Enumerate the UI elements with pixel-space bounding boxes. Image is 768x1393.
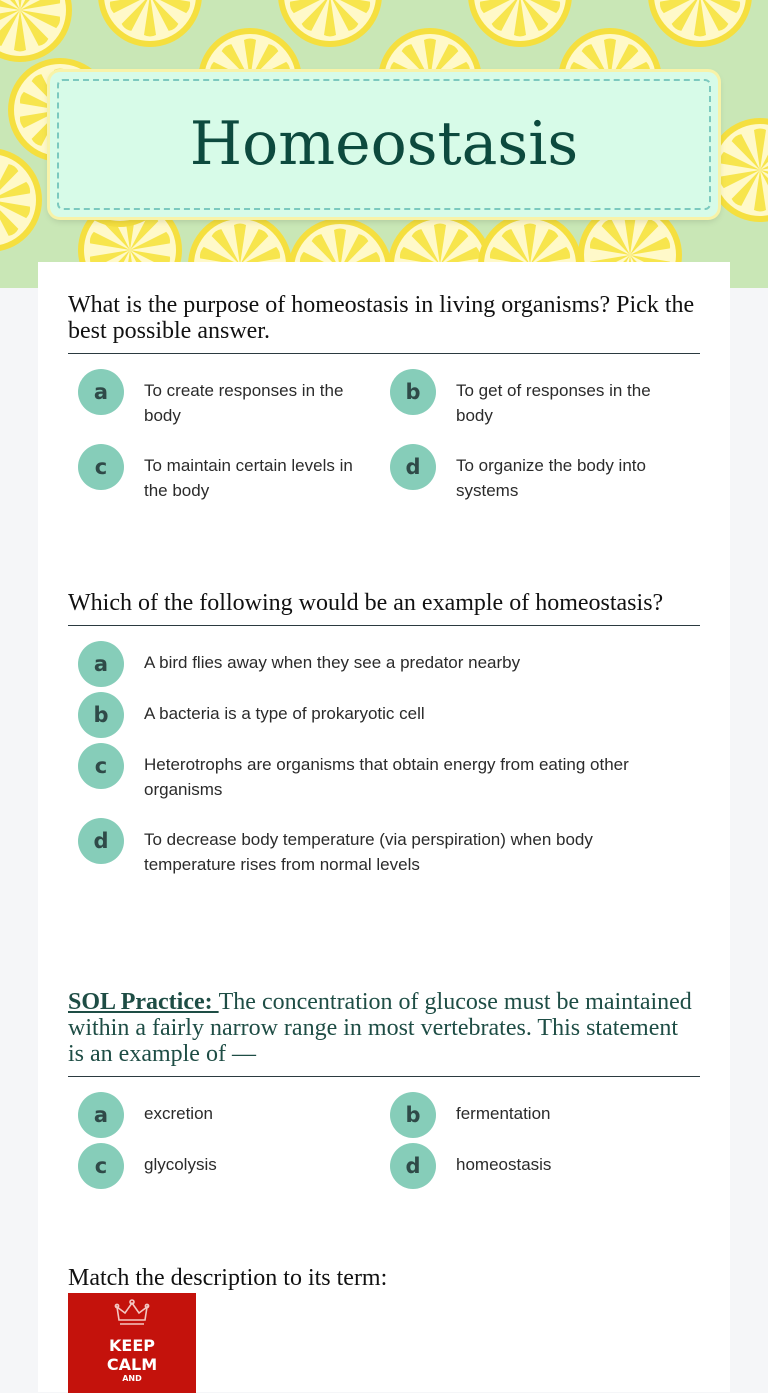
option-3d-text: homeostasis [456, 1155, 552, 1174]
question-1-text: What is the purpose of homeostasis in living organisms? Pick the best possible answer. [68, 292, 700, 354]
option-letter-c: c [78, 1143, 124, 1189]
option-1a-text: To create responses in the body [144, 381, 344, 425]
option-2b-text: A bacteria is a type of prokaryotic cell [144, 704, 425, 723]
question-2 [68, 590, 700, 881]
option-3c-text: glycolysis [144, 1155, 217, 1174]
option-letter-b: b [390, 1092, 436, 1138]
option-letter-a: a [78, 641, 124, 687]
page-title: Homeostasis [189, 109, 579, 179]
match-title: Match the description to its term: [68, 1265, 388, 1291]
question-3 [68, 989, 700, 1192]
option-letter-b: b [78, 692, 124, 738]
option-letter-d: d [390, 1143, 436, 1189]
sol-practice-label: SOL Practice: [68, 989, 219, 1015]
worksheet [38, 262, 730, 1392]
option-3a-text: excretion [144, 1104, 213, 1123]
option-1b-text: To get of responses in the body [456, 381, 651, 425]
poster-line-calm: CALM [106, 1355, 158, 1374]
question-2-text: Which of the following would be an example of homeostasis? [68, 590, 700, 626]
question-3-text [68, 989, 700, 1077]
poster-line-and: AND [122, 1374, 142, 1383]
keep-calm-image [68, 1293, 196, 1393]
option-letter-c: c [78, 743, 124, 789]
question-1 [68, 292, 700, 519]
question-3-options [68, 1092, 700, 1192]
poster-line-keep: KEEP [109, 1336, 155, 1355]
option-letter-b: b [390, 369, 436, 415]
option-1d-text: To organize the body into systems [456, 456, 646, 500]
option-3b-text: fermentation [456, 1104, 551, 1123]
option-letter-d: d [390, 444, 436, 490]
option-letter-a: a [78, 369, 124, 415]
option-letter-c: c [78, 444, 124, 490]
option-letter-a: a [78, 1092, 124, 1138]
option-2c-text: Heterotrophs are organisms that obtain energy from eating other organisms [144, 755, 629, 799]
option-2d-text: To decrease body temperature (via perspiration) when body temperature rises from normal levels [144, 830, 593, 874]
poster-text [68, 1336, 196, 1374]
title-card [50, 72, 718, 217]
question-1-options [68, 369, 700, 519]
question-2-options [68, 641, 700, 881]
option-2a-text: A bird flies away when they see a predator nearby [144, 653, 521, 672]
crown-icon [114, 1298, 150, 1328]
option-1c-text: To maintain certain levels in the body [144, 456, 353, 500]
question-3-body: The concentration of glucose must be maintained within a fairly narrow range in most vertebrates. This statement is an example of — [68, 989, 692, 1067]
option-letter-d: d [78, 818, 124, 864]
